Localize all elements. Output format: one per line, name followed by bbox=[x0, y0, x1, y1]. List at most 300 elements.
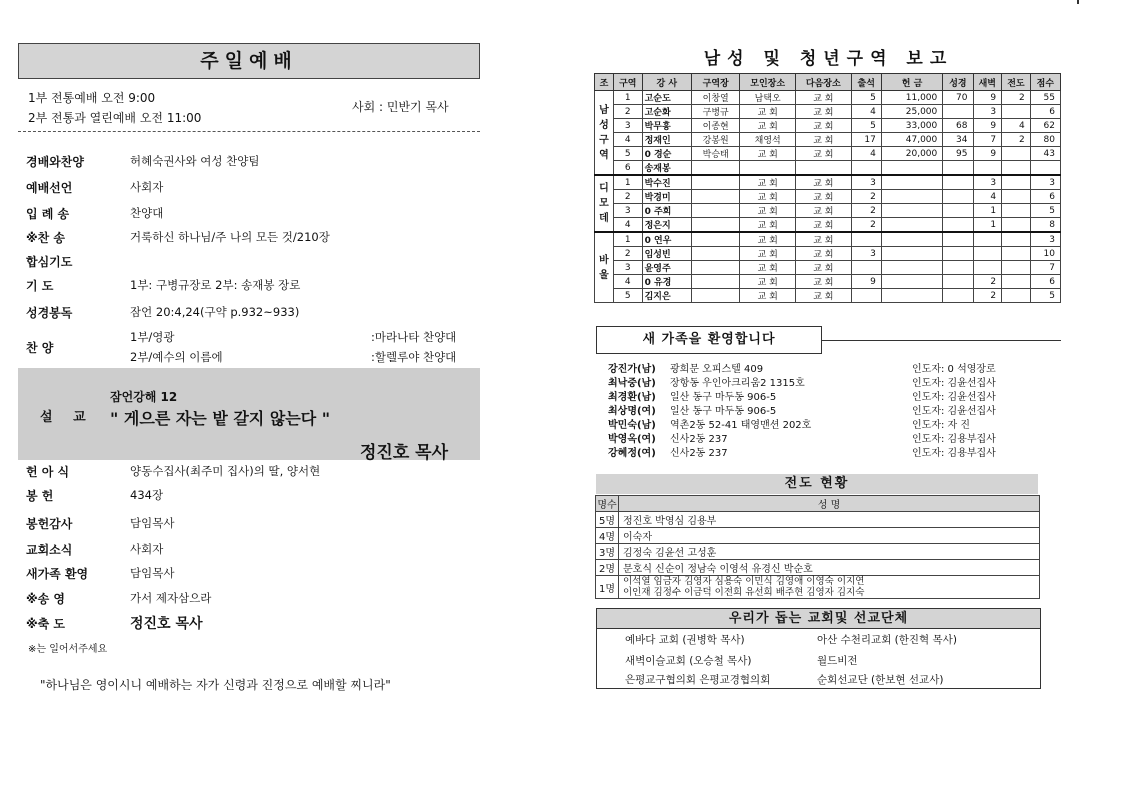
page-mark bbox=[1077, 0, 1079, 4]
table-cell: 교 회 bbox=[740, 147, 796, 161]
table-cell bbox=[943, 218, 973, 233]
group-name: 디모데 bbox=[595, 175, 614, 232]
col-header: 출석 bbox=[851, 74, 881, 91]
table-cell bbox=[881, 275, 942, 289]
order-item bbox=[26, 253, 481, 275]
table-cell: 교 회 bbox=[796, 119, 852, 133]
col-header: 헌 금 bbox=[881, 74, 942, 91]
table-cell: 교 회 bbox=[796, 105, 852, 119]
divider bbox=[18, 131, 480, 132]
table-cell bbox=[943, 175, 973, 190]
family-address: 역촌2동 52-41 태영맨션 202호 bbox=[670, 420, 812, 431]
table-cell: 0 유경 bbox=[642, 275, 691, 289]
table-cell: 3 bbox=[973, 175, 1002, 190]
table-cell: 교 회 bbox=[796, 261, 852, 275]
order-value: 1부: 구병규장로 2부: 송재봉 장로 bbox=[130, 278, 301, 292]
table-cell: 3 bbox=[1030, 232, 1060, 247]
order-item bbox=[26, 153, 481, 175]
family-name: 최낙중(남) bbox=[608, 378, 656, 389]
table-cell bbox=[943, 232, 973, 247]
order-value: 양동수집사(최주미 집사)의 딸, 양서현 bbox=[130, 464, 321, 478]
table-cell bbox=[881, 232, 942, 247]
order-item bbox=[26, 565, 481, 587]
order-value: 거룩하신 하나님/주 나의 모든 것/210장 bbox=[130, 230, 330, 244]
new-family-row bbox=[608, 374, 1058, 388]
table-cell: 4 bbox=[614, 133, 643, 147]
col-header: 성 명 bbox=[619, 496, 1040, 512]
order-item bbox=[26, 463, 481, 485]
order-value: 허혜숙권사와 여성 찬양팀 bbox=[130, 154, 260, 168]
order-item bbox=[26, 487, 481, 509]
table-cell: 5 bbox=[1030, 204, 1060, 218]
table-cell bbox=[1002, 161, 1031, 176]
table-cell: 33,000 bbox=[881, 119, 942, 133]
table-cell bbox=[881, 247, 942, 261]
table-cell bbox=[692, 232, 740, 247]
family-address: 광희문 오피스텔 409 bbox=[670, 364, 764, 375]
table-cell bbox=[943, 247, 973, 261]
table-cell: 김지은 bbox=[642, 289, 691, 303]
table-cell: 박수진 bbox=[642, 175, 691, 190]
table-row bbox=[596, 512, 1040, 528]
table-cell: 55 bbox=[1030, 91, 1060, 105]
table-row bbox=[596, 560, 1040, 576]
table-cell bbox=[1002, 175, 1031, 190]
table-cell: 20,000 bbox=[881, 147, 942, 161]
order-label: 기 도 bbox=[26, 279, 54, 293]
evangelism-title: 전도 현황 bbox=[596, 474, 1038, 494]
table-cell: 2 bbox=[1002, 133, 1031, 147]
welcome-title: 새 가족을 환영합니다 bbox=[596, 326, 822, 354]
table-cell: 17 bbox=[851, 133, 881, 147]
praise-label: 찬 양 bbox=[26, 341, 54, 355]
table-cell: 34 bbox=[943, 133, 973, 147]
scripture-verse: "하나님은 영이시니 예배하는 자가 신령과 진정으로 예배할 찌니라" bbox=[40, 678, 391, 692]
family-address: 신사2동 237 bbox=[670, 434, 728, 445]
table-header-row bbox=[596, 496, 1040, 512]
table-cell bbox=[692, 275, 740, 289]
table-cell: 2 bbox=[1002, 91, 1031, 105]
table-cell bbox=[973, 261, 1002, 275]
praise-item bbox=[26, 329, 481, 365]
table-row bbox=[595, 247, 1061, 261]
col-header: 다음장소 bbox=[796, 74, 852, 91]
table-cell bbox=[692, 175, 740, 190]
table-cell: 교 회 bbox=[740, 204, 796, 218]
table-cell: 이창열 bbox=[692, 91, 740, 105]
table-cell: 임성빈 bbox=[642, 247, 691, 261]
table-cell bbox=[1002, 275, 1031, 289]
table-cell bbox=[973, 247, 1002, 261]
count-cell: 2명 bbox=[596, 560, 619, 576]
table-cell: 교 회 bbox=[740, 175, 796, 190]
family-name: 최상명(여) bbox=[608, 406, 656, 417]
order-item bbox=[26, 590, 481, 612]
table-cell: 2 bbox=[614, 190, 643, 204]
table-row bbox=[595, 105, 1061, 119]
table-cell bbox=[881, 190, 942, 204]
table-cell: 8 bbox=[1030, 218, 1060, 233]
table-cell: 95 bbox=[943, 147, 973, 161]
praise-line-2: 2부/예수의 이름에 bbox=[130, 350, 223, 364]
table-cell: 교 회 bbox=[740, 275, 796, 289]
table-cell: 70 bbox=[943, 91, 973, 105]
table-cell: 0 경순 bbox=[642, 147, 691, 161]
family-address: 일산 동구 마두동 906-5 bbox=[670, 392, 777, 403]
table-cell: 교 회 bbox=[740, 232, 796, 247]
table-cell: 1 bbox=[973, 218, 1002, 233]
table-cell bbox=[692, 289, 740, 303]
table-cell: 교 회 bbox=[796, 91, 852, 105]
order-label: 봉헌감사 bbox=[26, 517, 73, 531]
group-name: 바울 bbox=[595, 232, 614, 303]
table-cell: 교 회 bbox=[796, 289, 852, 303]
col-header: 새벽 bbox=[973, 74, 1002, 91]
table-cell bbox=[692, 161, 740, 176]
table-cell bbox=[943, 289, 973, 303]
table-cell: 박무흥 bbox=[642, 119, 691, 133]
table-cell bbox=[881, 218, 942, 233]
new-family-row bbox=[608, 402, 1058, 416]
table-cell: 남택오 bbox=[740, 91, 796, 105]
order-label: ※축 도 bbox=[26, 617, 66, 631]
new-family-row bbox=[608, 444, 1058, 458]
mission-item: 순회선교단 (한보현 선교사) bbox=[817, 674, 944, 686]
order-item bbox=[26, 277, 481, 299]
table-row bbox=[595, 289, 1061, 303]
order-label: 입 례 송 bbox=[26, 207, 70, 221]
table-cell bbox=[1002, 147, 1031, 161]
table-cell: 2 bbox=[851, 218, 881, 233]
table-cell: 교 회 bbox=[740, 190, 796, 204]
table-cell: 5 bbox=[851, 119, 881, 133]
table-cell: 정은지 bbox=[642, 218, 691, 233]
table-cell: 4 bbox=[614, 275, 643, 289]
table-cell: 교 회 bbox=[796, 247, 852, 261]
names-cell: 이숙자 bbox=[619, 528, 1040, 544]
table-row bbox=[595, 91, 1061, 105]
col-header: 명수 bbox=[596, 496, 619, 512]
table-cell: 교 회 bbox=[740, 289, 796, 303]
table-cell: 9 bbox=[973, 119, 1002, 133]
table-cell bbox=[943, 261, 973, 275]
order-item bbox=[26, 179, 481, 201]
table-cell: 고순도 bbox=[642, 91, 691, 105]
mission-item: 새벽이슬교회 (오승철 목사) bbox=[625, 655, 752, 667]
table-cell: 6 bbox=[1030, 190, 1060, 204]
table-cell: 교 회 bbox=[796, 175, 852, 190]
table-cell: 4 bbox=[851, 147, 881, 161]
table-cell bbox=[692, 261, 740, 275]
table-cell: 1 bbox=[614, 232, 643, 247]
praise-choir-2: :할렐루야 찬양대 bbox=[371, 350, 457, 364]
service-time-2: 2부 전통과 열린예배 오전 11:00 bbox=[28, 111, 202, 125]
table-cell: 3 bbox=[1030, 175, 1060, 190]
order-item bbox=[26, 304, 481, 326]
order-item bbox=[26, 229, 481, 251]
table-cell: 9 bbox=[851, 275, 881, 289]
table-cell: 교 회 bbox=[796, 133, 852, 147]
names-cell bbox=[619, 576, 1040, 599]
table-row bbox=[596, 528, 1040, 544]
family-name: 박영옥(여) bbox=[608, 434, 656, 445]
table-cell bbox=[796, 161, 852, 176]
table-cell: 7 bbox=[1030, 261, 1060, 275]
table-cell bbox=[851, 261, 881, 275]
table-cell bbox=[1002, 190, 1031, 204]
family-guide: 인도자: 김윤선집사 bbox=[912, 378, 996, 389]
order-label: 경배와찬양 bbox=[26, 155, 84, 169]
table-cell bbox=[881, 289, 942, 303]
table-cell bbox=[1002, 204, 1031, 218]
table-row bbox=[595, 147, 1061, 161]
table-cell bbox=[1002, 218, 1031, 233]
table-cell bbox=[881, 204, 942, 218]
table-row bbox=[595, 204, 1061, 218]
sermon-label: 설 교 bbox=[40, 410, 94, 425]
mission-item: 예바다 교회 (권병학 목사) bbox=[625, 634, 745, 646]
col-header: 전도 bbox=[1002, 74, 1031, 91]
missions-list bbox=[596, 629, 1041, 689]
order-label: 합심기도 bbox=[26, 255, 73, 269]
table-cell: 교 회 bbox=[740, 218, 796, 233]
table-cell bbox=[1002, 261, 1031, 275]
mission-item: 아산 수천리교회 (한진혁 목사) bbox=[817, 634, 957, 646]
table-cell: 교 회 bbox=[740, 105, 796, 119]
table-row bbox=[595, 161, 1061, 176]
table-cell bbox=[973, 232, 1002, 247]
table-cell: 정재인 bbox=[642, 133, 691, 147]
praise-line-1: 1부/영광 bbox=[130, 330, 175, 344]
table-cell: 3 bbox=[973, 105, 1002, 119]
family-name: 강진가(남) bbox=[608, 364, 656, 375]
order-value: 담임목사 bbox=[130, 566, 175, 580]
col-header: 구역 bbox=[614, 74, 643, 91]
table-cell: 4 bbox=[614, 218, 643, 233]
table-cell: 2 bbox=[973, 275, 1002, 289]
table-cell: 채영석 bbox=[740, 133, 796, 147]
table-cell bbox=[973, 161, 1002, 176]
table-cell: 송재봉 bbox=[642, 161, 691, 176]
table-cell: 교 회 bbox=[796, 218, 852, 233]
table-cell bbox=[1002, 232, 1031, 247]
table-cell: 1 bbox=[973, 204, 1002, 218]
new-family-row bbox=[608, 360, 1058, 374]
table-row bbox=[596, 544, 1040, 560]
report-title: 남성 및 청년구역 보고 bbox=[703, 49, 954, 69]
count-cell: 1명 bbox=[596, 576, 619, 599]
order-value: 잠언 20:4,24(구약 p.932~933) bbox=[130, 305, 300, 319]
family-guide: 인도자: 김용부집사 bbox=[912, 434, 996, 445]
sermon-series: 잠언강해 12 bbox=[110, 390, 178, 404]
table-row bbox=[595, 218, 1061, 233]
table-cell bbox=[692, 247, 740, 261]
order-label: 새가족 환영 bbox=[26, 567, 89, 581]
table-cell: 5 bbox=[614, 147, 643, 161]
table-cell bbox=[1002, 247, 1031, 261]
order-label: 봉 헌 bbox=[26, 489, 54, 503]
table-cell: 5 bbox=[1030, 289, 1060, 303]
order-value: 사회자 bbox=[130, 180, 164, 194]
family-guide: 인도자: 김윤선집사 bbox=[912, 392, 996, 403]
family-name: 최경환(남) bbox=[608, 392, 656, 403]
service-time-1: 1부 전통예배 오전 9:00 bbox=[28, 91, 156, 105]
order-item bbox=[26, 541, 481, 563]
order-label: 교회소식 bbox=[26, 543, 73, 557]
order-value: 434장 bbox=[130, 488, 164, 502]
worship-title: 주일예배 bbox=[18, 43, 480, 79]
table-row bbox=[595, 175, 1061, 190]
names-line: 이석열 임금자 김영자 심용숙 이민식 김영애 이영숙 이지연 bbox=[623, 576, 865, 587]
col-header: 점수 bbox=[1030, 74, 1060, 91]
table-cell: 6 bbox=[1030, 275, 1060, 289]
family-address: 일산 동구 마두동 906-5 bbox=[670, 406, 777, 417]
table-cell: 교 회 bbox=[740, 247, 796, 261]
new-family-row bbox=[608, 388, 1058, 402]
new-family-row bbox=[608, 430, 1058, 444]
order-item bbox=[26, 515, 481, 537]
missions-title: 우리가 돕는 교회및 선교단체 bbox=[596, 608, 1041, 629]
table-cell: 5 bbox=[614, 289, 643, 303]
host-label: 사회 : 민반기 목사 bbox=[352, 100, 449, 114]
family-name: 강혜정(여) bbox=[608, 448, 656, 459]
new-family-row bbox=[608, 416, 1058, 430]
table-cell: 3 bbox=[614, 204, 643, 218]
table-cell: 5 bbox=[851, 91, 881, 105]
table-header-row bbox=[595, 74, 1061, 91]
table-cell bbox=[692, 190, 740, 204]
table-cell bbox=[943, 204, 973, 218]
table-cell: 1 bbox=[614, 175, 643, 190]
mission-item: 은평교구협의회 은평교경협의회 bbox=[625, 674, 771, 686]
table-row bbox=[595, 261, 1061, 275]
table-cell: 62 bbox=[1030, 119, 1060, 133]
table-cell: 2 bbox=[614, 247, 643, 261]
family-guide: 인도자: 자 진 bbox=[912, 420, 971, 431]
table-cell: 교 회 bbox=[740, 119, 796, 133]
family-address: 신사2동 237 bbox=[670, 448, 728, 459]
benediction-value: 정진호 목사 bbox=[130, 616, 203, 632]
evangelism-table bbox=[595, 495, 1040, 599]
order-value: 사회자 bbox=[130, 542, 164, 556]
table-cell: 6 bbox=[1030, 105, 1060, 119]
table-cell bbox=[851, 232, 881, 247]
table-cell: 43 bbox=[1030, 147, 1060, 161]
table-cell bbox=[943, 105, 973, 119]
table-cell bbox=[881, 175, 942, 190]
table-cell: 윤영주 bbox=[642, 261, 691, 275]
table-cell: 4 bbox=[973, 190, 1002, 204]
table-cell: 교 회 bbox=[796, 147, 852, 161]
names-cell: 문호식 신순이 정남숙 이영석 유경신 박순호 bbox=[619, 560, 1040, 576]
table-cell: 9 bbox=[973, 147, 1002, 161]
table-cell bbox=[740, 161, 796, 176]
table-cell: 박승태 bbox=[692, 147, 740, 161]
sermon-preacher: 정진호 목사 bbox=[360, 443, 449, 463]
family-guide: 인도자: 김윤선집사 bbox=[912, 406, 996, 417]
table-cell bbox=[851, 161, 881, 176]
table-cell: 교 회 bbox=[796, 275, 852, 289]
mission-item: 월드비전 bbox=[817, 655, 858, 667]
table-cell: 2 bbox=[851, 190, 881, 204]
table-cell: 47,000 bbox=[881, 133, 942, 147]
table-cell: 7 bbox=[973, 133, 1002, 147]
table-cell: 10 bbox=[1030, 247, 1060, 261]
family-address: 장항동 우인아크리움2 1315호 bbox=[670, 378, 805, 389]
count-cell: 4명 bbox=[596, 528, 619, 544]
table-cell: 이종현 bbox=[692, 119, 740, 133]
order-value: 담임목사 bbox=[130, 516, 175, 530]
table-row bbox=[595, 133, 1061, 147]
table-cell: 3 bbox=[851, 247, 881, 261]
table-cell: 25,000 bbox=[881, 105, 942, 119]
names-cell: 김정숙 김윤선 고성훈 bbox=[619, 544, 1040, 560]
count-cell: 3명 bbox=[596, 544, 619, 560]
table-cell: 4 bbox=[1002, 119, 1031, 133]
table-cell: 11,000 bbox=[881, 91, 942, 105]
table-cell: 2 bbox=[851, 204, 881, 218]
table-cell: 3 bbox=[614, 261, 643, 275]
table-cell: 80 bbox=[1030, 133, 1060, 147]
table-row bbox=[596, 576, 1040, 599]
table-row bbox=[595, 275, 1061, 289]
table-cell: 교 회 bbox=[740, 261, 796, 275]
table-cell: 3 bbox=[851, 175, 881, 190]
order-item bbox=[26, 615, 481, 637]
table-cell bbox=[692, 204, 740, 218]
table-cell bbox=[943, 190, 973, 204]
order-value: 가서 제자삼으라 bbox=[130, 591, 212, 605]
names-cell: 정진호 박영심 김용부 bbox=[619, 512, 1040, 528]
table-cell: 교 회 bbox=[796, 232, 852, 247]
table-cell: 1 bbox=[614, 91, 643, 105]
table-cell bbox=[943, 275, 973, 289]
divider bbox=[822, 340, 1061, 341]
district-report-table bbox=[594, 73, 1061, 303]
names-line: 이인재 김정수 이금덕 이전희 유선희 배주현 김영자 김지숙 bbox=[623, 587, 865, 598]
table-cell: 박경미 bbox=[642, 190, 691, 204]
table-cell: 0 연우 bbox=[642, 232, 691, 247]
table-cell: 강봉원 bbox=[692, 133, 740, 147]
table-cell bbox=[692, 218, 740, 233]
table-cell: 교 회 bbox=[796, 190, 852, 204]
table-cell: 6 bbox=[614, 161, 643, 176]
table-row bbox=[595, 232, 1061, 247]
order-label: ※송 영 bbox=[26, 592, 66, 606]
table-cell: 교 회 bbox=[796, 204, 852, 218]
family-name: 박민숙(남) bbox=[608, 420, 656, 431]
table-cell: 2 bbox=[614, 105, 643, 119]
table-cell bbox=[943, 161, 973, 176]
order-value: 찬양대 bbox=[130, 206, 164, 220]
table-cell bbox=[1002, 289, 1031, 303]
sermon-block bbox=[18, 368, 480, 463]
order-label: 성경봉독 bbox=[26, 306, 73, 320]
table-cell: 구병규 bbox=[692, 105, 740, 119]
sermon-title: " 게으른 자는 밭 갈지 않는다 " bbox=[110, 409, 331, 428]
table-cell bbox=[881, 261, 942, 275]
table-cell: 2 bbox=[973, 289, 1002, 303]
order-label: ※찬 송 bbox=[26, 231, 66, 245]
table-cell: 0 주희 bbox=[642, 204, 691, 218]
family-guide: 인도자: 김용부집사 bbox=[912, 448, 996, 459]
praise-choir-1: :마라나타 찬양대 bbox=[371, 330, 457, 344]
table-cell bbox=[881, 161, 942, 176]
col-header: 구역장 bbox=[692, 74, 740, 91]
table-row bbox=[595, 190, 1061, 204]
order-label: 예배선언 bbox=[26, 181, 73, 195]
order-label: 헌 아 식 bbox=[26, 465, 70, 479]
